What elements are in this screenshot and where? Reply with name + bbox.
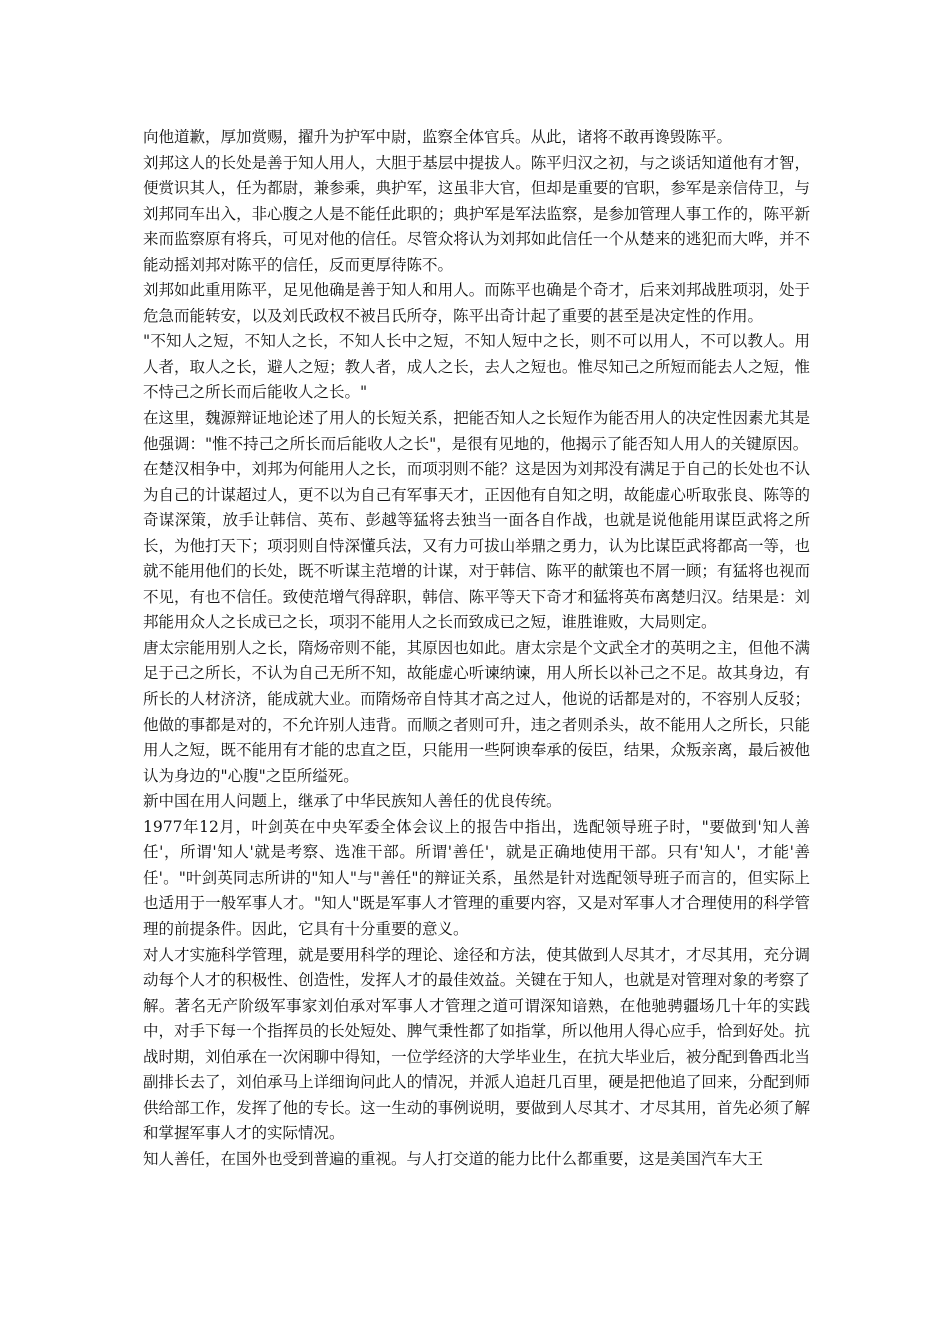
- paragraph: 在这里，魏源辩证地论述了用人的长短关系，把能否知人之长短作为能否用人的决定性因素尤其是他强调："惟不持己之所长而后能收人之长"，是很有见地的，他揭示了能否知人用人的关键原因。: [143, 409, 810, 453]
- paragraph: 向他道歉，厚加赏赐，擢升为护军中尉，监察全体官兵。从此，诸将不敢再谗毁陈平。: [143, 128, 733, 146]
- paragraph: 在楚汉相争中，刘邦为何能用人之长，而项羽则不能？这是因为刘邦没有满足于自己的长处也不认为自己的计谋超过人，更不以为自己有军事天才，正因他有自知之明，故能虚心听取张良、陈等的奇谋深策，放手让韩信、英布、彭越等猛将去独当一面各自作战，也就是说他能用谋臣武将之所长，为他打天下；项羽则自恃深懂兵法，又有力可拔山举鼎之勇力，认为比谋臣武将都高一等，也就不能用他们的长处，既不听谋主范增的计谋，对于韩信、陈平的献策也不屑一顾；有猛将也视而不见，有也不信任。致使范增气得辞职，韩信、陈平等天下奇才和猛将英布离楚归汉。结果是：刘邦能用众人之长成已之长，项羽不能用人之长而致成已之短，谁胜谁败，大局则定。: [143, 460, 810, 632]
- paragraph: 唐太宗能用别人之长，隋炀帝则不能，其原因也如此。唐太宗是个文武全才的英明之主，但他不满足于己之所长，不认为自己无所不知，故能虚心听谏纳谏，用人所长以补己之不足。故其身边，有所长的人材济济，能成就大业。而隋炀帝自恃其才高之过人，他说的话都是对的，不容别人反驳；他做的事都是对的，不允许别人违背。而顺之者则可升，违之者则杀头，故不能用人之所长，只能用人之短，既不能用有才能的忠直之臣，只能用一些阿谀奉承的佞臣，结果，众叛亲离，最后被他认为身边的"心腹"之臣所缢死。: [143, 638, 810, 785]
- paragraph: 刘邦如此重用陈平，足见他确是善于知人和用人。而陈平也确是个奇才，后来刘邦战胜项羽，处于危急而能转安，以及刘氏政权不被吕氏所夺，陈平出奇计起了重要的甚至是决定性的作用。: [143, 281, 810, 325]
- paragraph: 新中国在用人问题上，继承了中华民族知人善任的优良传统。: [143, 792, 562, 811]
- document-body: [143, 125, 810, 1172]
- paragraph: 对人才实施科学管理，就是要用科学的理论、途径和方法，使其做到人尽其才，才尽其用，充分调动每个人才的积极性、创造性，发挥人才的最佳效益。关键在于知人，也就是对管理对象的考察了解。著名无产阶级军事家刘伯承对军事人才管理之道可谓深知谙熟，在他驰骋疆场几十年的实践中，对手下每一个指挥员的长处短处、脾气秉性都了如指掌，所以他用人得心应手，恰到好处。抗战时期，刘伯承在一次闲聊中得知，一位学经济的大学毕业生，在抗大毕业后，被分配到鲁西北当副排长去了，刘伯承马上详细询问此人的情况，并派人追赶几百里，硬是把他追了回来，分配到师供给部工作，发挥了他的专长。这一生动的事例说明，要做到人尽其才、才尽其用，首先必须了解和掌握军事人才的实际情况。: [143, 945, 810, 1143]
- paragraph: 知人善任，在国外也受到普遍的重视。与人打交道的能力比什么都重要，这是美国汽车大王: [143, 1149, 764, 1168]
- paragraph: 1977年12月，叶剑英在中央军委全体会议上的报告中指出，选配领导班子时，"要做到'知人善任'，所谓'知人'就是考察、选准干部。所谓'善任'，就是正确地使用干部。只有'知人'，才能'善任'。"叶剑英同志所讲的"知人"与"善任"的辩证关系，虽然是针对选配领导班子而言的，但实际上也适用于一般军事人才。"知人"既是军事人才管理的重要内容，又是对军事人才合理使用的科学管理的前提条件。因此，它具有十分重要的意义。: [143, 817, 810, 938]
- paragraph: 刘邦这人的长处是善于知人用人，大胆于基层中提拔人。陈平归汉之初，与之谈话知道他有才智，便赏识其人，任为都尉，兼参乘，典护军，这虽非大官，但却是重要的官职，参军是亲信侍卫，与刘邦同车出入，非心腹之人是不能任此职的；典护军是军法监察，是参加管理人事工作的，陈平新来而监察原有将兵，可见对他的信任。尽管众将认为刘邦如此信任一个从楚来的逃犯而大哗，并不能动摇刘邦对陈平的信任，反而更厚待陈不。: [143, 153, 810, 274]
- paragraph: "不知人之短，不知人之长，不知人长中之短，不知人短中之长，则不可以用人，不可以教人。用人者，取人之长，避人之短；教人者，成人之长，去人之短也。惟尽知己之所短而能去人之短，惟不恃己之所长而后能收人之长。": [143, 332, 810, 402]
